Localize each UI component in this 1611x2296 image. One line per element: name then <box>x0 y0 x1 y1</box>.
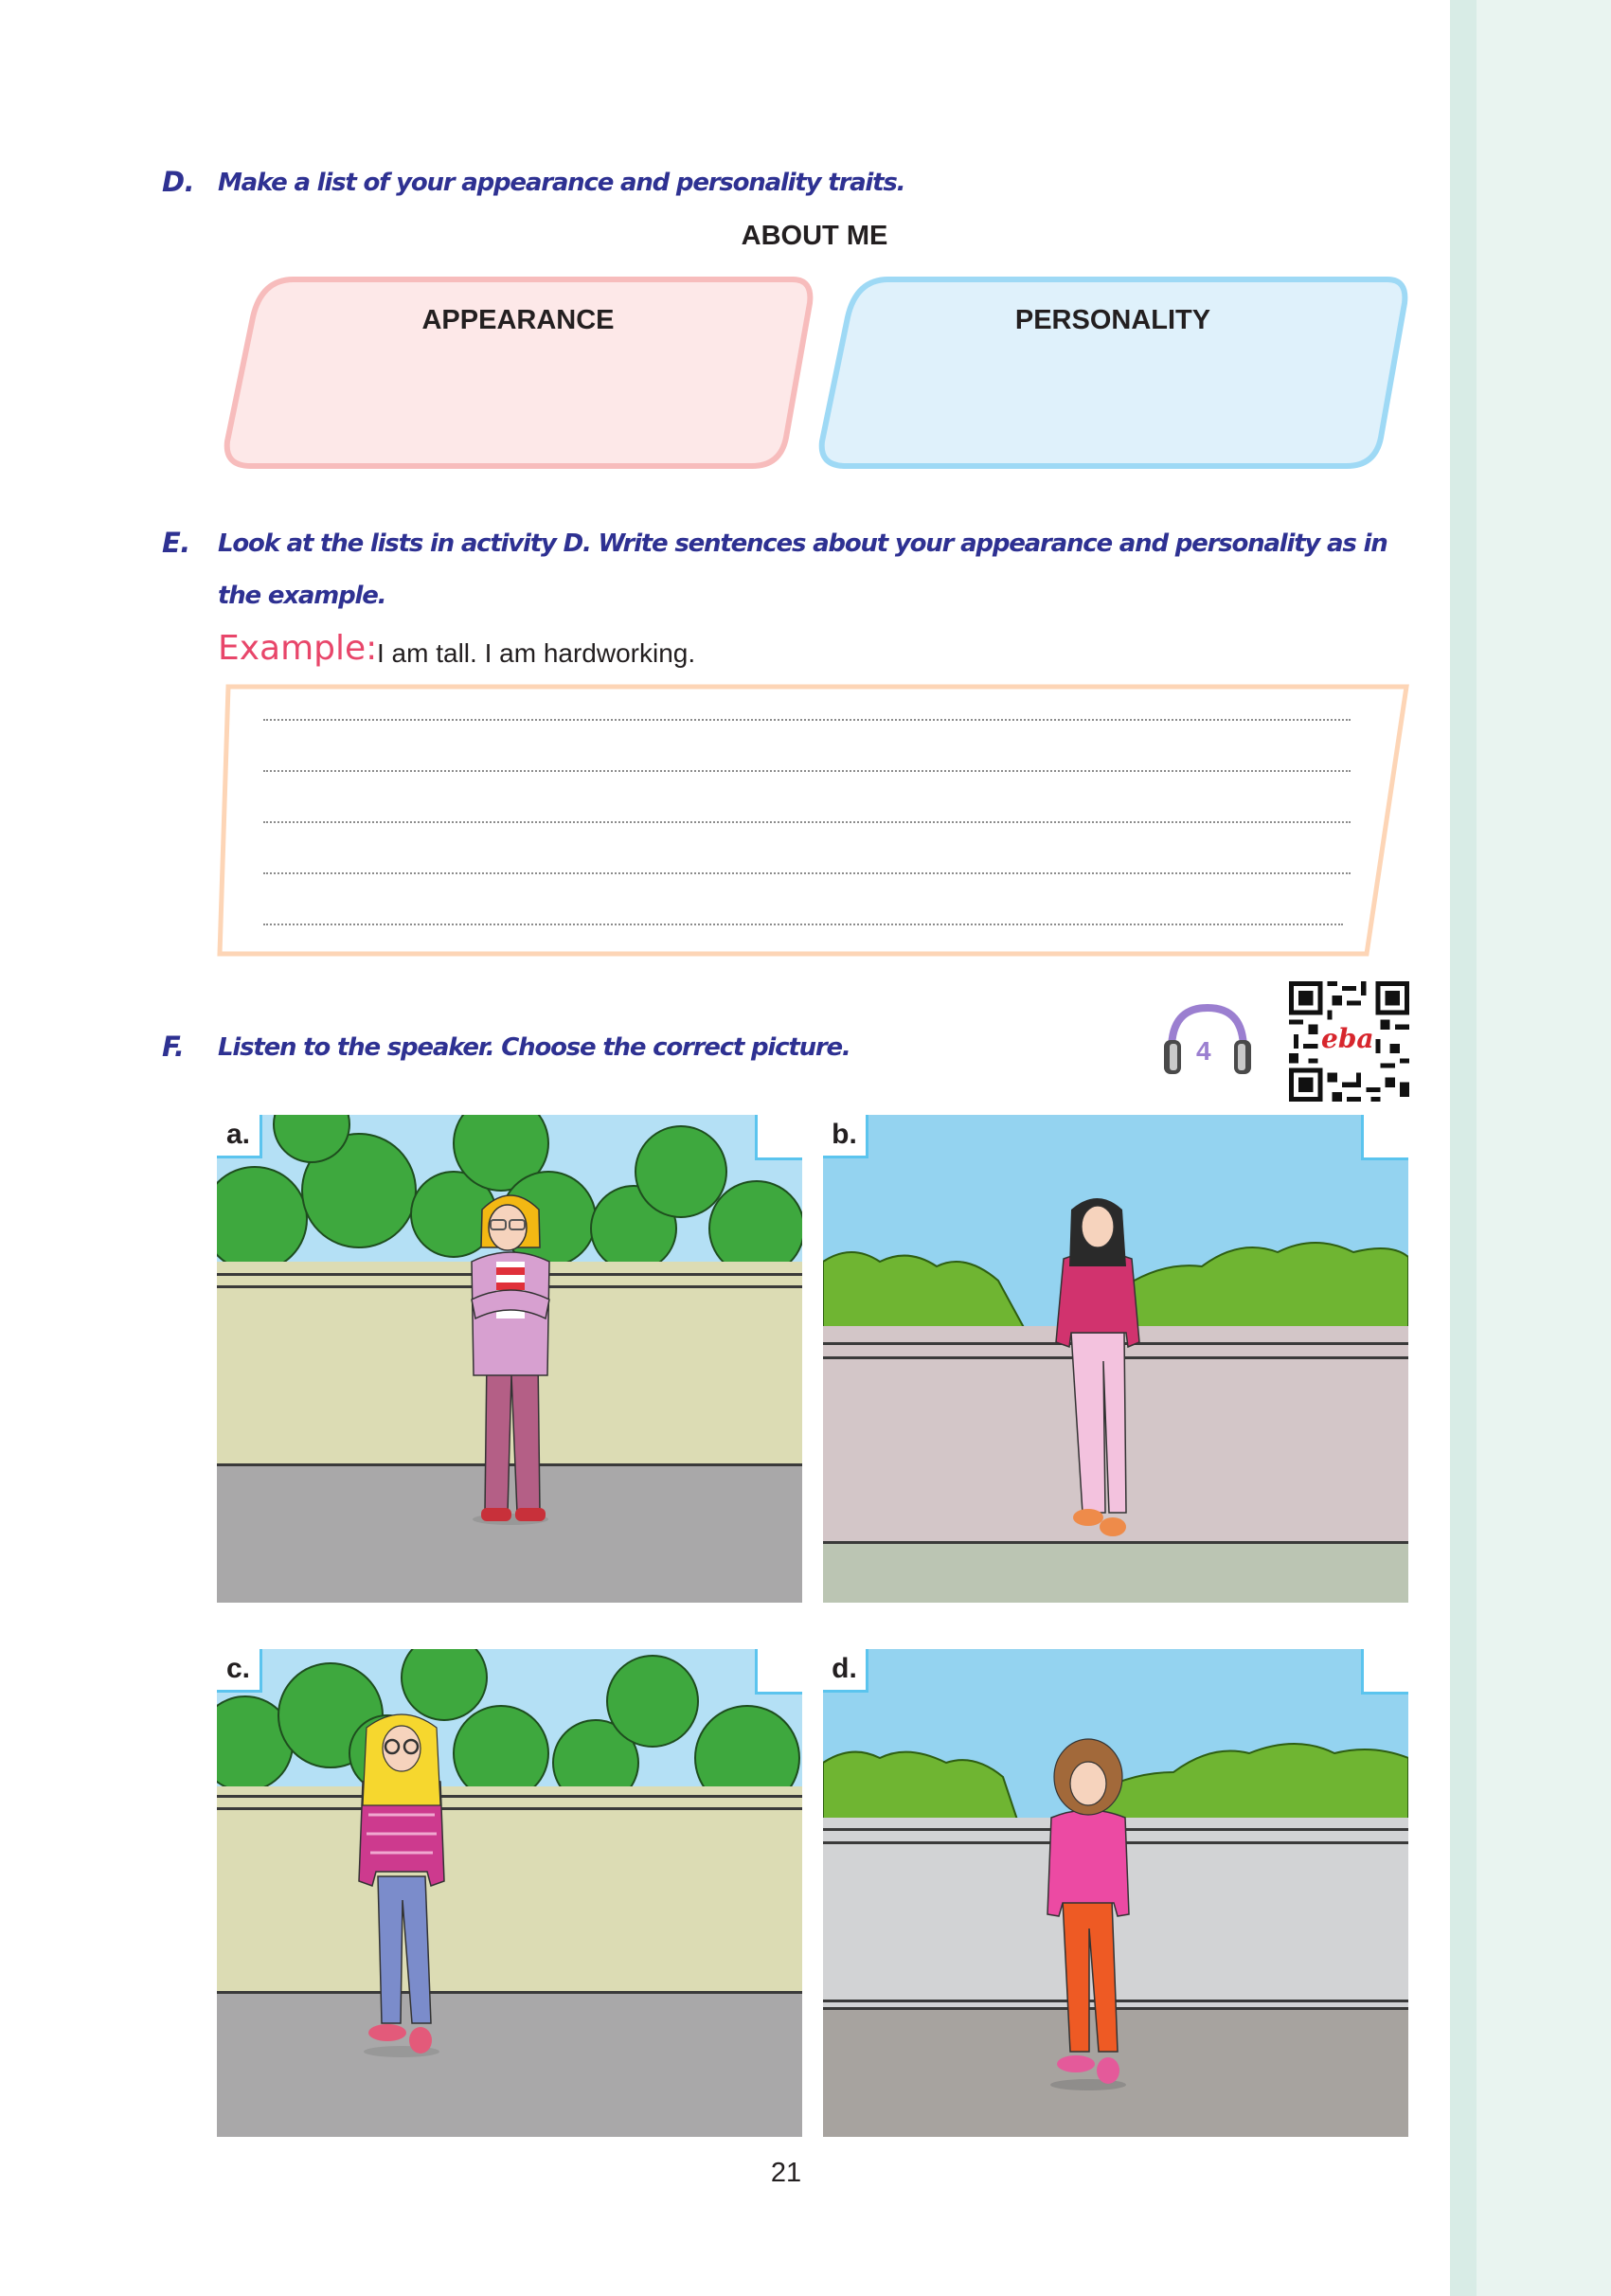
picture-b[interactable] <box>823 1115 1408 1603</box>
appearance-label: APPEARANCE <box>421 305 615 335</box>
writing-line-3[interactable] <box>263 821 1351 823</box>
picture-a-label: a. <box>217 1115 262 1158</box>
section-e-instruction-line1: Look at the lists in activity D. Write sentences about your appearance and personality as in <box>218 529 1387 558</box>
writing-box[interactable] <box>216 682 1411 959</box>
eba-logo: eba <box>1321 1023 1374 1054</box>
girl-c-figure <box>349 1711 454 2061</box>
headphones-audio-icon[interactable] <box>1160 1002 1255 1078</box>
trees-illustration <box>217 1649 802 1791</box>
section-f-letter: F. <box>162 1031 185 1063</box>
writing-line-2[interactable] <box>263 770 1351 772</box>
personality-label: PERSONALITY <box>1014 305 1211 335</box>
writing-line-1[interactable] <box>263 719 1351 721</box>
page-margin-strip-light <box>1477 0 1611 2296</box>
section-d-instruction: Make a list of your appearance and personality traits. <box>218 169 905 197</box>
picture-b-label: b. <box>823 1115 868 1158</box>
girl-d-figure <box>1036 1734 1140 2094</box>
picture-d-label: d. <box>823 1649 868 1693</box>
example-text: I am tall. I am hardworking. <box>377 638 696 668</box>
example-label: Example: <box>218 629 378 668</box>
section-e-instruction-line2: the example. <box>218 582 386 610</box>
wall <box>217 1786 802 1995</box>
appearance-box[interactable] <box>220 275 816 472</box>
writing-line-4[interactable] <box>263 872 1351 874</box>
audio-track-number: 4 <box>1196 1036 1211 1066</box>
picture-a[interactable] <box>217 1115 802 1603</box>
picture-d[interactable] <box>823 1649 1408 2137</box>
writing-box-shape <box>216 682 1411 959</box>
about-me-title: ABOUT ME <box>741 221 888 251</box>
qr-code[interactable] <box>1289 981 1409 1102</box>
section-e-letter: E. <box>162 527 190 559</box>
page-margin-strip <box>1450 0 1477 2296</box>
picture-d-checkbox[interactable] <box>1361 1649 1408 1695</box>
ground <box>217 1994 802 2137</box>
writing-line-5[interactable] <box>263 924 1343 925</box>
personality-box[interactable] <box>814 275 1411 472</box>
section-f-instruction: Listen to the speaker. Choose the correct picture. <box>218 1033 850 1062</box>
girl-b-figure <box>1050 1191 1155 1546</box>
girl-a-figure <box>458 1186 563 1527</box>
picture-c[interactable] <box>217 1649 802 2137</box>
page-number: 21 <box>770 2158 802 2188</box>
section-d-letter: D. <box>162 166 195 198</box>
picture-a-checkbox[interactable] <box>755 1115 802 1160</box>
picture-b-checkbox[interactable] <box>1361 1115 1408 1160</box>
picture-c-checkbox[interactable] <box>755 1649 802 1695</box>
picture-c-label: c. <box>217 1649 262 1693</box>
